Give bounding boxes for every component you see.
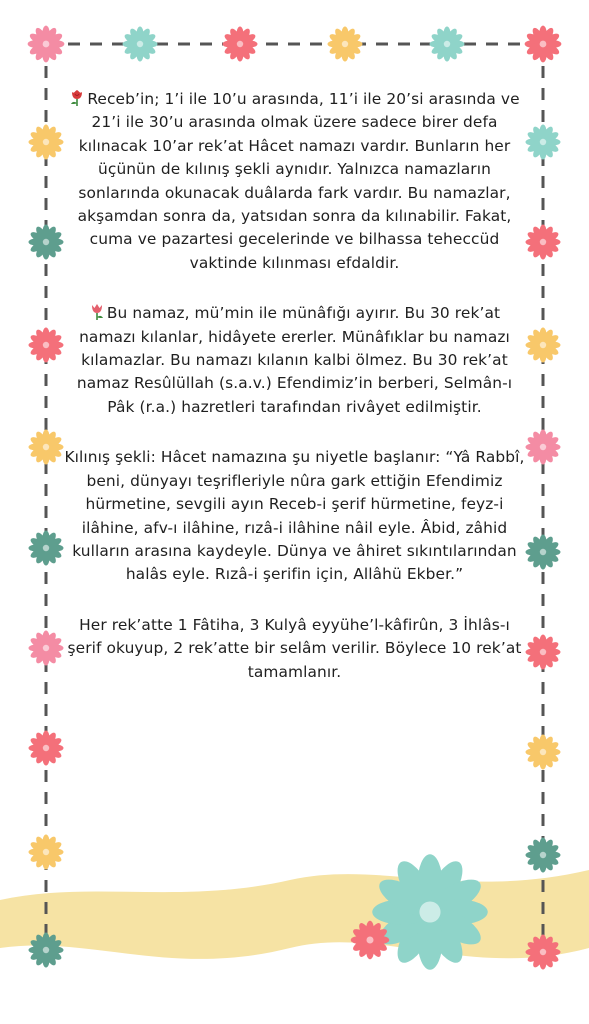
paragraph-2-text: Bu namaz, mü’min ile münâfığı ayırır. Bu 30 rek’at namazı kılanlar, hidâyete ererler. Münâfıklar bu namazı kılamazlar. Bu namazı kılanın kalbi ölmez. Bu 30 rek’at namaz Resûlüllah (s.a.v.) Efendimiz’in berberi, Selmân-ı Pâk (r.a.) hazretleri tarafından rivâyet edilmiştir. (76, 304, 513, 416)
paragraph (62, 302, 527, 419)
paragraph (62, 88, 527, 275)
flower-icon (29, 125, 64, 968)
bottom-wave (0, 870, 589, 959)
paragraph (62, 446, 527, 586)
text-content (62, 88, 527, 711)
paragraph-3-text: Kılınış şekli: Hâcet namazına şu niyetle başlanır: “Yâ Rabbî, beni, dünyayı teşrifleriyle nûra gark ettiğin Efendimiz hürmetine, sevgili ayın Receb-i şerif hürmetine, feyz-i ilâhine, afv-ı ilâhine, rızâ-i ilâhine nâil eyle. Âbid, zâhid kulların arasına kaydeyle. Dünya ve âhiret sıkıntılarından halâs eyle. Rızâ-i şerifin için, Allâhü Ekber.” (64, 448, 525, 584)
flower-icon (526, 125, 561, 970)
paragraph (62, 614, 527, 684)
tulip-icon (89, 303, 105, 321)
paragraph-4-text: Her rek’atte 1 Fâtiha, 3 Kulyâ eyyühe’l-kâfirûn, 3 İhlâs-ı şerif okuyup, 2 rek’atte bir selâm verilir. Böylece 10 rek’at tamamlanır. (67, 615, 522, 681)
paragraph-1-text: Receb’in; 1’i ile 10’u arasında, 11’i ile 20’si arasında ve 21’i ile 30’u arasında olmak üzere sadece birer defa kılınacak 10’ar rek’at Hâcet namazı vardır. Bunların her üçünün de kılınış şekli aynıdır. Yalnızca namazların sonlarında okunacak duâlarda fark vardır. Bu namazlar, akşamdan sonra da, yatsıdan sonra da kılınabilir. Fakat, cuma ve pazartesi gecelerinde ve bilhassa teheccüd vaktinde kılınması efdaldir. (77, 90, 520, 272)
rose-icon (69, 89, 85, 107)
